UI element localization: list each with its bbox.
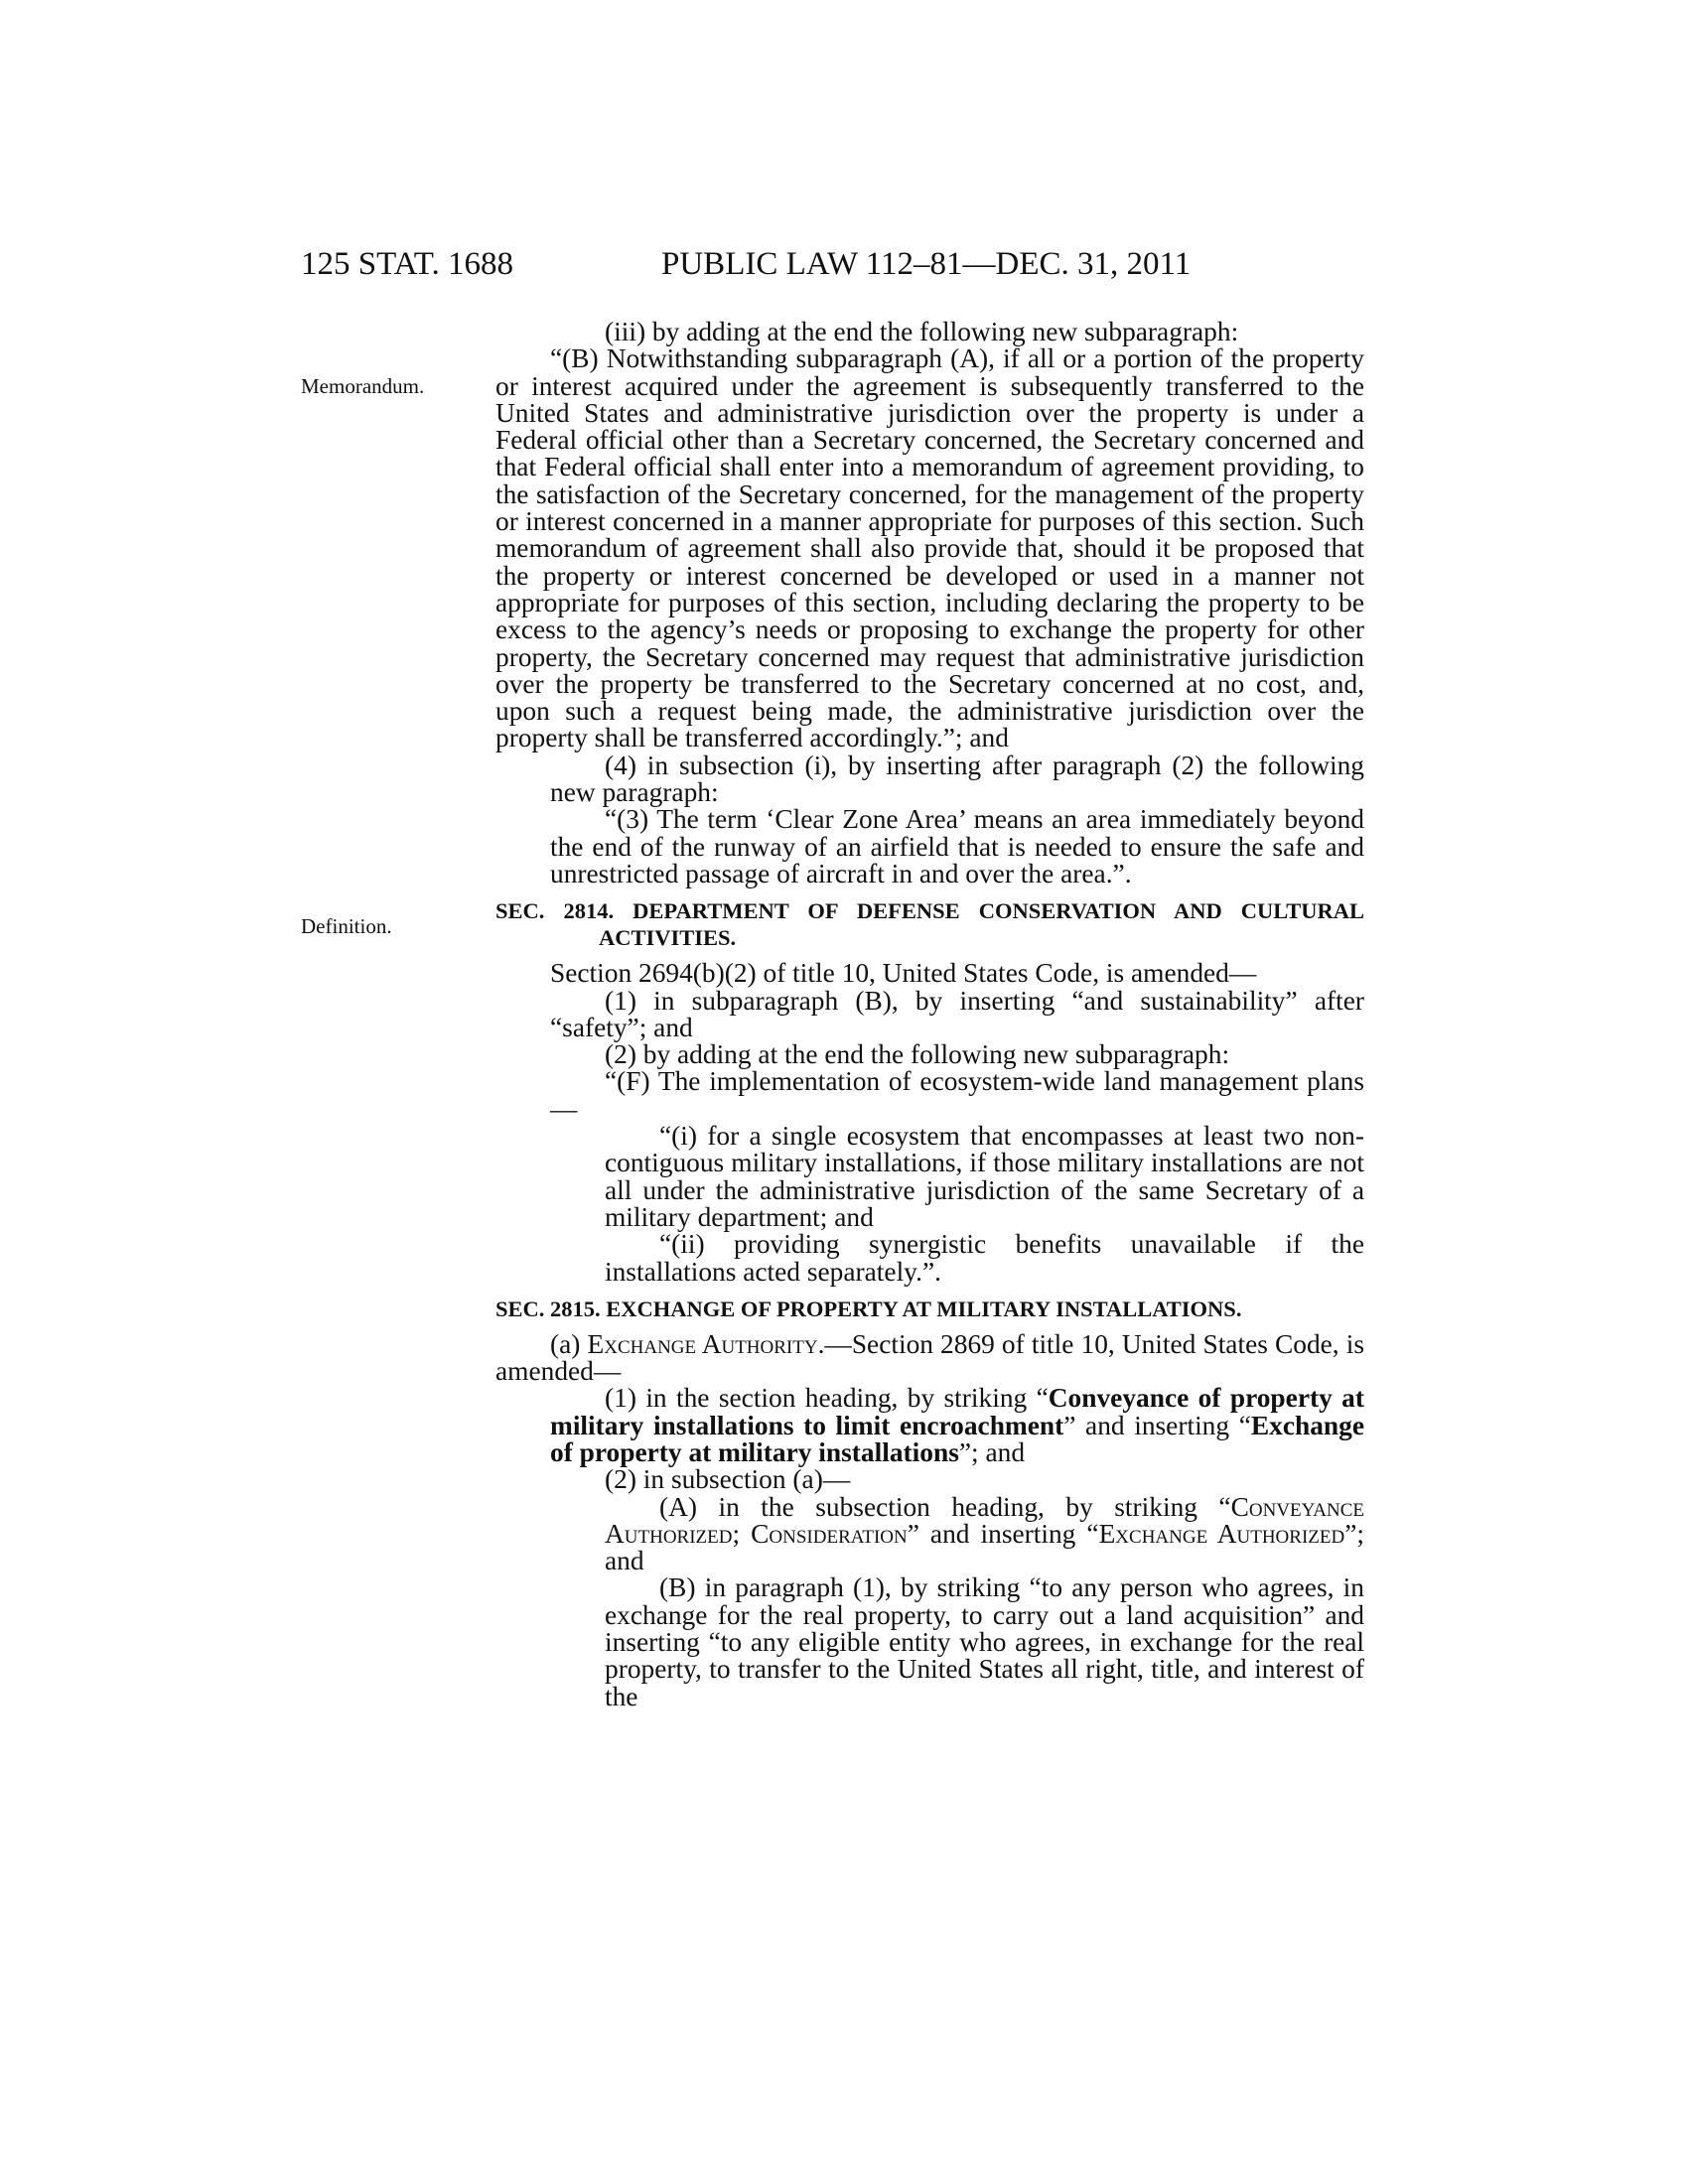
struck-subheading: Conveyance Authorized; Consideration <box>605 1491 1364 1549</box>
section-2814-para-2: (2) by adding at the end the following new subparagraph: <box>605 1039 1230 1070</box>
section-2815-subpara-a <box>495 1491 1364 1576</box>
section-2815-heading: SEC. 2815. EXCHANGE OF PROPERTY AT MILITARY INSTALLATIONS. <box>495 1296 1242 1321</box>
paragraph-4: (4) in subsection (i), by inserting after paragraph (2) the following new paragraph: <box>550 750 1364 808</box>
subsection-text: .—Section 2869 of title 10, United States Code, is amended— <box>495 1328 1364 1387</box>
para-text: ”; and <box>958 1436 1026 1467</box>
margin-note-memorandum: Memorandum. <box>301 374 425 398</box>
section-2815-subpara-b: (B) in paragraph (1), by striking “to any person who agrees, in exchange for the real property, to carry out a land acquisition” and inserting “to any eligible entity who agrees, in exchange for the real property, to transfer to the United States all right, title, and interest of the <box>605 1572 1364 1711</box>
para-text: (1) in the section heading, by striking “ <box>605 1383 1049 1414</box>
section-2814-clause-ii: “(ii) providing synergistic benefits unavailable if the installations acted separately.”. <box>605 1229 1364 1287</box>
para-text: (A) in the subsection heading, by striking “ <box>659 1491 1231 1522</box>
section-2814-intro: Section 2694(b)(2) of title 10, United States Code, is amended— <box>550 958 1257 989</box>
section-2815-para-1 <box>495 1385 1364 1466</box>
statute-citation: 125 STAT. 1688 <box>301 246 514 282</box>
section-2814-heading: SEC. 2814. DEPARTMENT OF DEFENSE CONSERVATION AND CULTURAL ACTIVITIES. <box>495 898 1364 951</box>
para-text: ” and inserting “ <box>907 1518 1099 1549</box>
section-2814-para-1: (1) in subparagraph (B), by inserting “and sustainability” after “safety”; and <box>550 985 1364 1042</box>
subsection-caption: Exchange Authority <box>587 1328 818 1359</box>
section-2815-para-2: (2) in subsection (a)— <box>605 1464 851 1495</box>
struck-heading: Conveyance of property at military installations to limit encroachment <box>550 1383 1364 1440</box>
body-text <box>495 319 1364 1710</box>
section-2815-subsection-a <box>495 1328 1364 1387</box>
section-2814-subpara-f: “(F) The implementation of ecosystem-wide land management plans— <box>550 1066 1364 1124</box>
subsection-lead: (a) <box>550 1328 588 1359</box>
running-header: PUBLIC LAW 112–81—DEC. 31, 2011 <box>661 246 1192 282</box>
inserted-heading: Exchange of property at military installations <box>550 1410 1364 1467</box>
margin-note-definition: Definition. <box>301 914 392 938</box>
section-2814-clause-i: “(i) for a single ecosystem that encompasses at least two non-contiguous military installations, if those military installations are not all under the administrative jurisdiction of the same Secretary of a military department; and <box>605 1121 1364 1232</box>
definition-paragraph-3: “(3) The term ‘Clear Zone Area’ means an area immediately beyond the end of the runway of an airfield that is needed to ensure the safe and unrestricted passage of aircraft in and over the area.”. <box>550 804 1364 888</box>
clause-iii: (iii) by adding at the end the following new subparagraph: <box>605 317 1239 346</box>
subparagraph-b: “(B) Notwithstanding subparagraph (A), if all or a portion of the property or interest acquired under the agreement is subsequently transferred to the United States and administrative jurisdiction over the property is under a Federal official other than a Secretary concerned, the Secretary concerned and that Federal official shall enter into a memorandum of agreement providing, to the satisfaction of the Secretary concerned, for the management of the property or interest concerned in a manner appropriate for purposes of this section. Such memorandum of agreement shall also provide that, should it be proposed that the property or interest concerned be developed or used in a manner not appropriate for purposes of this section, including declaring the property to be excess to the agency’s needs or proposing to exchange the property for other property, the Secretary concerned may request that administrative jurisdiction over the property be transferred to the Secretary concerned at no cost, and, upon such a request being made, the administrative jurisdiction over the property shall be transferred accordingly.”; and <box>495 343 1364 753</box>
para-text: ”; and <box>605 1518 1364 1576</box>
inserted-subheading: Exchange Authorized <box>1098 1518 1345 1549</box>
para-text: ” and inserting “ <box>1063 1410 1251 1440</box>
